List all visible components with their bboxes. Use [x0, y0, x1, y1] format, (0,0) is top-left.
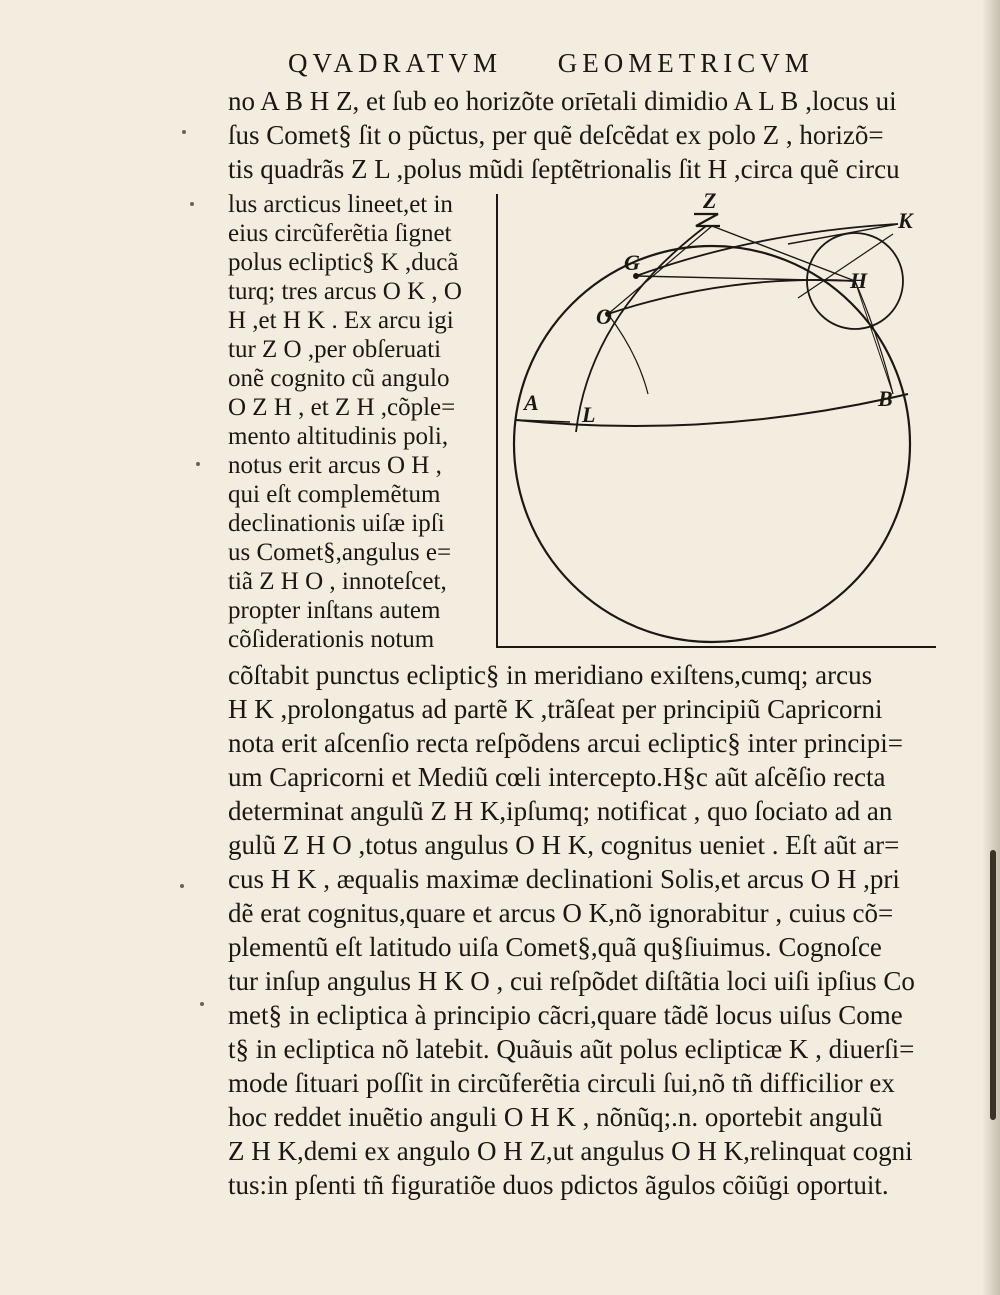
text-line: propter inſtans autem: [228, 597, 441, 624]
text-line: qui eſt complemẽtum: [228, 481, 441, 508]
horizon-line: [516, 394, 908, 426]
text-line: gulũ Z H O ,totus angulus O H K, cognitus ueniet . Eſt aũt ar=: [228, 830, 900, 860]
line-ZH: [712, 226, 855, 281]
header-word-2: GEOMETRICVM: [557, 48, 814, 78]
text-line: H K ,prolongatus ad partẽ K ,trãſeat per principiũ Capricorni: [228, 694, 883, 724]
header-word-1: QVADRATVM: [288, 48, 503, 78]
text-line: nota erit aſcenſio recta reſpõdens arcui ecliptic§ inter principi=: [228, 728, 903, 758]
text-line: turq; tres arcus O K , O: [228, 278, 462, 305]
label-O: O: [596, 304, 612, 329]
text-line: declinationis uiſæ ipſi: [228, 510, 445, 537]
text-line: mento altitudinis poli,: [228, 423, 449, 450]
horizon-circle: [514, 246, 910, 642]
text-line: tur inſup angulus H K O , cui reſpõdet diſtãtia loci uiſi ipſius Co: [228, 966, 915, 996]
text-line: ſus Comet§ ſit o pũctus, per quẽ deſcẽdat ex polo Z , horizõ=: [228, 120, 884, 150]
text-line: H ,et H K . Ex arcu igi: [228, 307, 454, 334]
text-line: no A B H Z, et ſub eo horizõte orı̄etali dimidio A L B ,locus ui: [228, 86, 897, 116]
text-line: cus H K , æqualis maximæ declinationi Solis,et arcus O H ,pri: [228, 864, 900, 894]
text-line: O Z H , et Z H ,cõple=: [228, 394, 456, 421]
text-line: eius circũferẽtia ſignet: [228, 220, 452, 247]
text-line: polus ecliptic§ K ,ducã: [228, 249, 459, 276]
text-line: t§ in ecliptica nõ latebit. Quãuis aũt polus eclipticæ K , diuerſi=: [228, 1034, 915, 1064]
text-line: mode ſituari poſſit in circũferẽtia circuli ſui,nõ tñ difficilior ex: [228, 1068, 895, 1098]
label-H: H: [850, 268, 868, 293]
text-line: um Capricorni et Mediũ cœli intercepto.H§c aũt aſcẽſio recta: [228, 762, 886, 792]
text-line: tiã Z H O , innoteſcet,: [228, 568, 447, 595]
text-line: tur Z O ,per obſeruati: [228, 336, 442, 363]
label-K: K: [898, 208, 913, 233]
text-line: determinat angulũ Z H K,ipſumq; notificat , quo ſociato ad an: [228, 796, 893, 826]
text-line: plementũ eſt latitudo uiſa Comet§,quã qu§ſiuimus. Cognoſce: [228, 932, 882, 962]
label-B: B: [878, 386, 893, 411]
text-line: lus arcticus lineet,et in: [228, 191, 453, 218]
label-G: G: [624, 250, 640, 275]
label-Z: Z: [703, 188, 717, 213]
text-line: Z H K,demi ex angulo O H Z,ut angulus O H K,relinquat cogni: [228, 1136, 913, 1166]
text-line: cõſtabit punctus ecliptic§ in meridiano exiſtens,cumq; arcus: [228, 660, 873, 690]
geometric-figure: [496, 188, 936, 648]
text-line: tis quadrãs Z L ,polus mũdi ſeptẽtrionalis ſit H ,circa quẽ circu: [228, 154, 900, 184]
text-line: tus:in pſenti tñ figuratiõe duos pdictos ãgulos cõiũgi oportuit.: [228, 1170, 889, 1200]
running-header: [288, 48, 828, 79]
figure-diagram: [498, 194, 936, 646]
text-line: dẽ erat cognitus,quare et arcus O K,nõ ignorabitur , cuius cõ=: [228, 898, 894, 928]
label-L: L: [582, 402, 596, 427]
text-line: cõſiderationis notum: [228, 626, 435, 653]
text-line: hoc reddet inuẽtio anguli O H K , nõnũq;.n. oportebit angulũ: [228, 1102, 883, 1132]
label-A: A: [524, 390, 539, 415]
text-line: met§ in ecliptica à principio cãcri,quare tãdẽ locus uiſus Come: [228, 1000, 903, 1030]
text-line: onẽ cognito cũ angulo: [228, 365, 450, 392]
text-line: us Comet§,angulus e=: [228, 539, 452, 566]
binding-edge: [990, 850, 996, 1120]
text-line: notus erit arcus O H ,: [228, 452, 442, 479]
